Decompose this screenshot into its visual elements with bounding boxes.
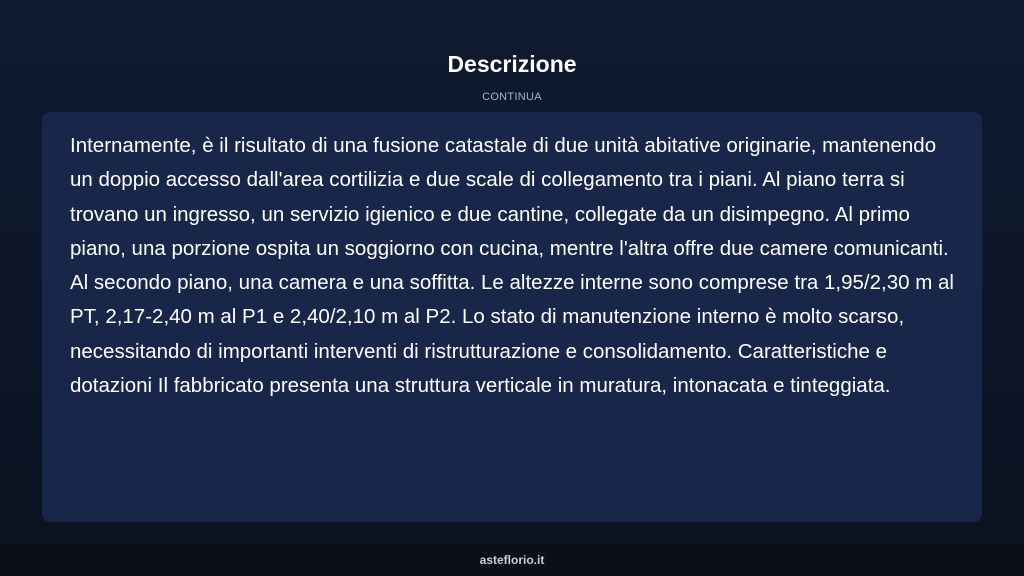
description-text: Internamente, è il risultato di una fusione catastale di due unità abitative originarie, mantenendo un doppio accesso dall'area cortilizia e due scale di collegamento tra i piani. Al piano terra si trovano un ingresso, un servizio igienico e due cantine, collegate da un disimpegno. Al primo piano, una porzione ospita un soggiorno con cucina, mentre l'altra offre due camere comunicanti. Al secondo piano, una camera e una soffitta. Le altezze interne sono comprese tra 1,95/2,30 m al PT, 2,17-2,40 m al P1 e 2,40/2,10 m al P2. Lo stato di manutenzione interno è molto scarso, necessitando di importanti interventi di ristrutturazione e consolidamento. Caratteristiche e dotazioni Il fabbricato presenta una struttura verticale in muratura, intonacata e tinteggiata.: [70, 134, 954, 398]
footer-brand: asteflorio.it: [479, 553, 545, 567]
page-title: Descrizione: [447, 51, 577, 77]
footer-bar: [0, 544, 1024, 576]
description-card: [42, 112, 982, 522]
page-subtitle: CONTINUA: [482, 91, 542, 103]
